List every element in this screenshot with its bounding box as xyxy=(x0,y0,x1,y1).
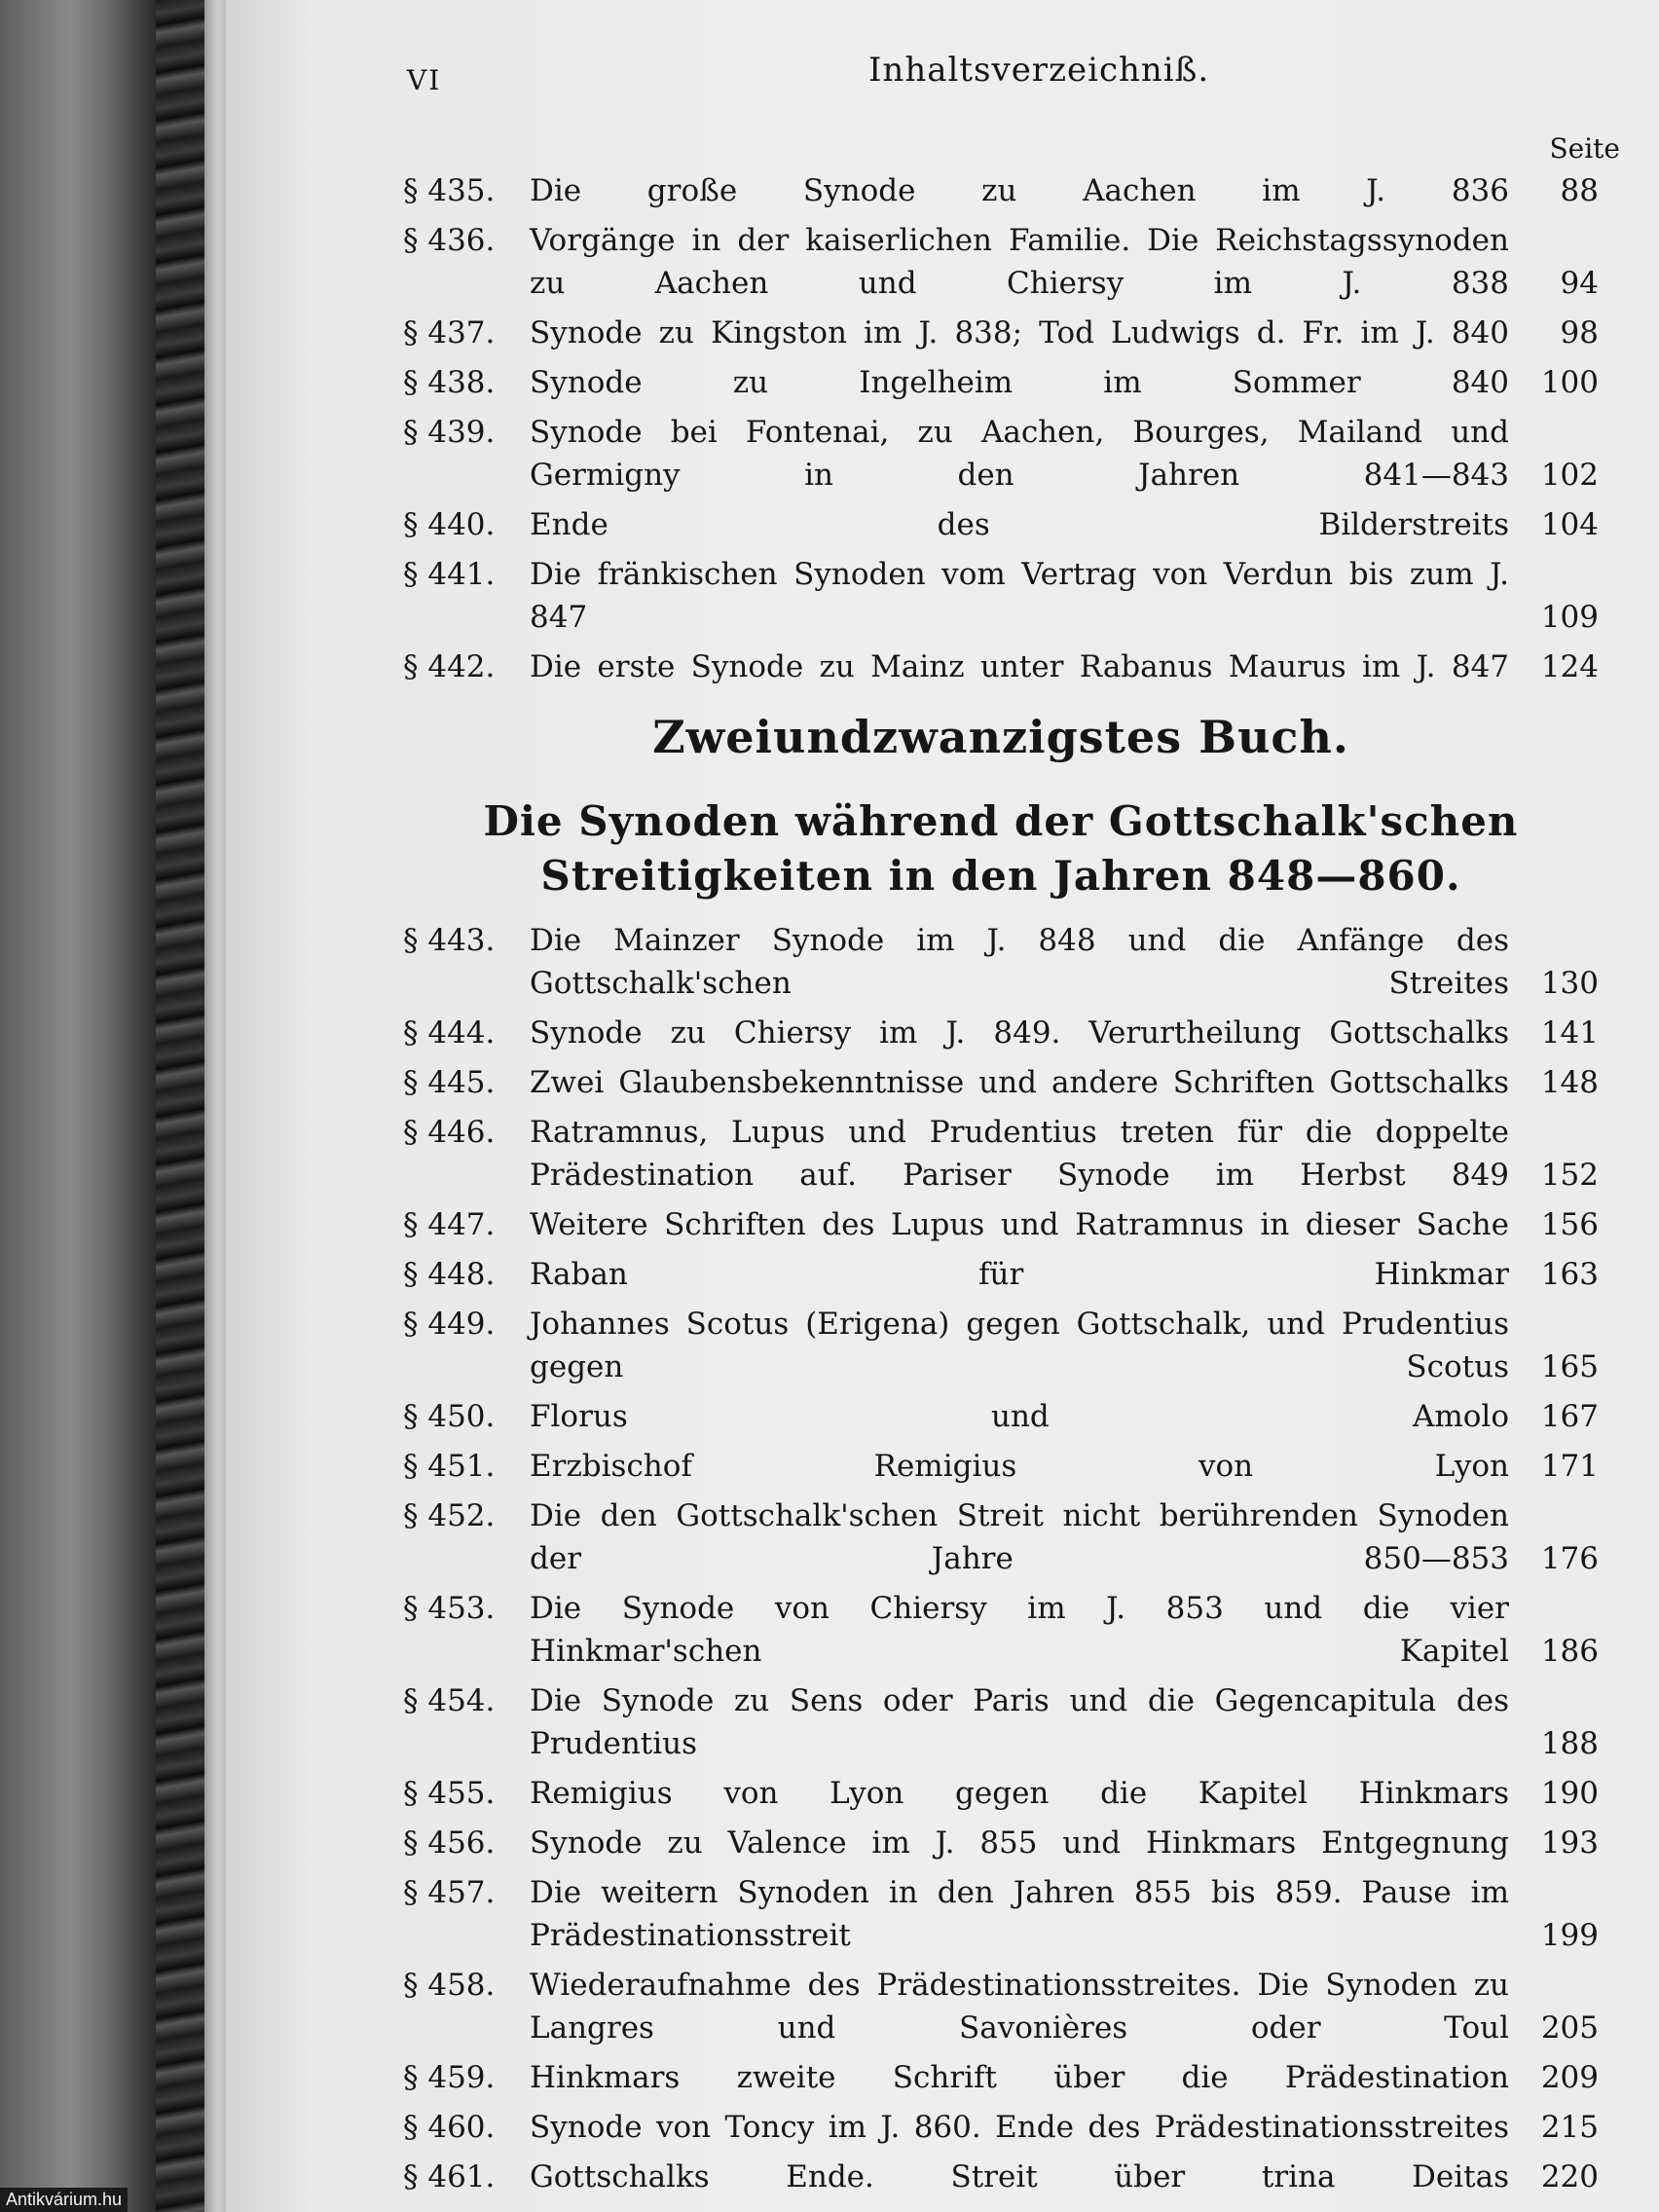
toc-entry xyxy=(403,1012,1599,1054)
entry-title: Synode zu Valence im J. 855 und Hinkmars Entgegnung xyxy=(530,1825,1509,1861)
toc-entry xyxy=(403,1203,1599,1246)
toc-entry xyxy=(403,1253,1599,1296)
toc-entry xyxy=(403,1061,1599,1104)
marbled-cover-edge xyxy=(156,0,204,2212)
page-number: VI xyxy=(407,64,442,96)
toc-entry xyxy=(403,1445,1599,1488)
section-number: § 460. xyxy=(403,2110,496,2145)
page-reference: 193 xyxy=(1540,1825,1599,1861)
section-number: § 457. xyxy=(403,1875,496,1910)
column-label-seite: Seite xyxy=(1549,132,1620,165)
book-subtitle: Die Synoden während der Gottschalk'schen Streitigkeiten in den Jahren 848—860. xyxy=(483,797,1519,900)
page-reference: 141 xyxy=(1540,1015,1599,1051)
page-reference: 88 xyxy=(1560,173,1599,208)
toc-entry xyxy=(403,2056,1599,2099)
toc-entry xyxy=(403,2106,1599,2149)
page-reference: 209 xyxy=(1540,2060,1599,2095)
page-gutter xyxy=(204,0,226,2212)
section-number: § 458. xyxy=(403,1968,496,2003)
page-reference: 205 xyxy=(1540,2010,1599,2046)
entry-title: Synode zu Chiersy im J. 849. Verurtheilung Gottschalks xyxy=(530,1015,1509,1051)
page-reference: 215 xyxy=(1540,2110,1599,2145)
entry-title: Gottschalks Ende. Streit über trina Deitas xyxy=(530,2159,1509,2194)
entry-title: Ratramnus, Lupus und Prudentius treten für die doppelte Prädestination auf. Pariser Synode im Herbst 849 xyxy=(530,1115,1509,1193)
section-number: § 439. xyxy=(403,415,496,450)
section-number: § 454. xyxy=(403,1683,496,1718)
toc-entry xyxy=(403,553,1599,639)
section-number: § 442. xyxy=(403,649,496,684)
section-number: § 455. xyxy=(403,1776,496,1811)
page-reference: 220 xyxy=(1540,2159,1599,2194)
section-number: § 441. xyxy=(403,557,496,592)
entry-title: Zwei Glaubensbekenntnisse und andere Schriften Gottschalks xyxy=(530,1065,1509,1100)
section-number: § 453. xyxy=(403,1591,496,1626)
toc-entry xyxy=(403,1587,1599,1673)
entry-title: Ende des Bilderstreits xyxy=(530,507,1509,542)
toc-entry xyxy=(403,503,1599,546)
running-title: Inhaltsverzeichniß. xyxy=(868,51,1210,90)
section-number: § 443. xyxy=(403,923,496,958)
page-reference: 94 xyxy=(1560,266,1599,301)
section-number: § 448. xyxy=(403,1257,496,1292)
toc-entry xyxy=(403,1822,1599,1864)
toc-entry xyxy=(403,1772,1599,1815)
book-heading: Zweiundzwanzigstes Buch. xyxy=(652,711,1349,763)
page-reference: 148 xyxy=(1540,1065,1599,1100)
section-number: § 449. xyxy=(403,1307,496,1342)
section-number: § 445. xyxy=(403,1065,496,1100)
page-reference: 102 xyxy=(1540,458,1599,493)
toc-entry xyxy=(403,1111,1599,1197)
section-number: § 451. xyxy=(403,1449,496,1484)
section-number: § 444. xyxy=(403,1015,496,1051)
page-reference: 176 xyxy=(1540,1541,1599,1576)
page-reference: 156 xyxy=(1540,1207,1599,1242)
entry-title: Synode von Toncy im J. 860. Ende des Prädestinationsstreites xyxy=(530,2110,1509,2145)
section-number: § 437. xyxy=(403,315,496,350)
toc-entry xyxy=(403,919,1599,1005)
toc-list-top xyxy=(403,169,1599,695)
toc-entry xyxy=(403,1679,1599,1765)
toc-entry xyxy=(403,312,1599,354)
entry-title: Raban für Hinkmar xyxy=(530,1257,1509,1292)
entry-title: Remigius von Lyon gegen die Kapitel Hinkmars xyxy=(530,1776,1509,1811)
page-reference: 109 xyxy=(1540,600,1599,635)
section-number: § 447. xyxy=(403,1207,496,1242)
section-number: § 452. xyxy=(403,1498,496,1533)
toc-list-bottom xyxy=(403,919,1599,2205)
watermark: Antikvárium.hu xyxy=(0,2188,128,2212)
entry-title: Die große Synode zu Aachen im J. 836 xyxy=(530,173,1509,208)
toc-entry xyxy=(403,169,1599,212)
entry-title: Die den Gottschalk'schen Streit nicht berührenden Synoden der Jahre 850—853 xyxy=(530,1498,1509,1576)
page-reference: 188 xyxy=(1540,1726,1599,1761)
entry-title: Synode zu Kingston im J. 838; Tod Ludwigs d. Fr. im J. 840 xyxy=(530,315,1509,350)
toc-entry xyxy=(403,411,1599,497)
section-number: § 436. xyxy=(403,223,496,258)
page-reference: 186 xyxy=(1540,1634,1599,1669)
toc-entry xyxy=(403,645,1599,688)
entry-title: Synode bei Fontenai, zu Aachen, Bourges, Mailand und Germigny in den Jahren 841—843 xyxy=(530,415,1509,493)
page-reference: 171 xyxy=(1540,1449,1599,1484)
entry-title: Hinkmars zweite Schrift über die Prädestination xyxy=(530,2060,1509,2095)
page-reference: 152 xyxy=(1540,1158,1599,1193)
page-reference: 199 xyxy=(1540,1918,1599,1953)
entry-title: Vorgänge in der kaiserlichen Familie. Die Reichstagssynoden zu Aachen und Chiersy im J. 838 xyxy=(530,223,1509,301)
entry-title: Die Synode zu Sens oder Paris und die Gegencapitula des Prudentius xyxy=(530,1683,1509,1761)
section-number: § 456. xyxy=(403,1825,496,1861)
toc-entry xyxy=(403,219,1599,305)
page-reference: 130 xyxy=(1540,966,1599,1001)
section-number: § 435. xyxy=(403,173,496,208)
toc-entry xyxy=(403,361,1599,404)
page-reference: 124 xyxy=(1540,649,1599,684)
page-reference: 104 xyxy=(1540,507,1599,542)
toc-entry xyxy=(403,1494,1599,1580)
entry-title: Die Mainzer Synode im J. 848 und die Anfänge des Gottschalk'schen Streites xyxy=(530,923,1509,1001)
book-page xyxy=(226,0,1659,2212)
entry-title: Die weitern Synoden in den Jahren 855 bis 859. Pause im Prädestinationsstreit xyxy=(530,1875,1509,1953)
section-number: § 459. xyxy=(403,2060,496,2095)
entry-title: Weitere Schriften des Lupus und Ratramnus in dieser Sache xyxy=(530,1207,1509,1242)
page-reference: 98 xyxy=(1560,315,1599,350)
toc-entry xyxy=(403,1395,1599,1438)
entry-title: Florus und Amolo xyxy=(530,1399,1509,1434)
toc-entry xyxy=(403,1303,1599,1388)
book-binding-shadow xyxy=(0,0,156,2212)
entry-title: Wiederaufnahme des Prädestinationsstreites. Die Synoden zu Langres und Savonières oder Toul xyxy=(530,1968,1509,2046)
page-reference: 163 xyxy=(1540,1257,1599,1292)
entry-title: Johannes Scotus (Erigena) gegen Gottschalk, und Prudentius gegen Scotus xyxy=(530,1307,1509,1384)
section-number: § 438. xyxy=(403,365,496,400)
toc-entry xyxy=(403,1964,1599,2049)
toc-entry xyxy=(403,1871,1599,1957)
page-reference: 100 xyxy=(1540,365,1599,400)
entry-title: Erzbischof Remigius von Lyon xyxy=(530,1449,1509,1484)
entry-title: Die Synode von Chiersy im J. 853 und die vier Hinkmar'schen Kapitel xyxy=(530,1591,1509,1669)
entry-title: Die erste Synode zu Mainz unter Rabanus Maurus im J. 847 xyxy=(530,649,1509,684)
page-reference: 165 xyxy=(1540,1349,1599,1384)
page-reference: 190 xyxy=(1540,1776,1599,1811)
section-number: § 446. xyxy=(403,1115,496,1150)
section-number: § 450. xyxy=(403,1399,496,1434)
toc-entry xyxy=(403,2156,1599,2198)
section-number: § 461. xyxy=(403,2159,496,2194)
entry-title: Die fränkischen Synoden vom Vertrag von Verdun bis zum J. 847 xyxy=(530,557,1509,635)
entry-title: Synode zu Ingelheim im Sommer 840 xyxy=(530,365,1509,400)
section-number: § 440. xyxy=(403,507,496,542)
page-reference: 167 xyxy=(1540,1399,1599,1434)
